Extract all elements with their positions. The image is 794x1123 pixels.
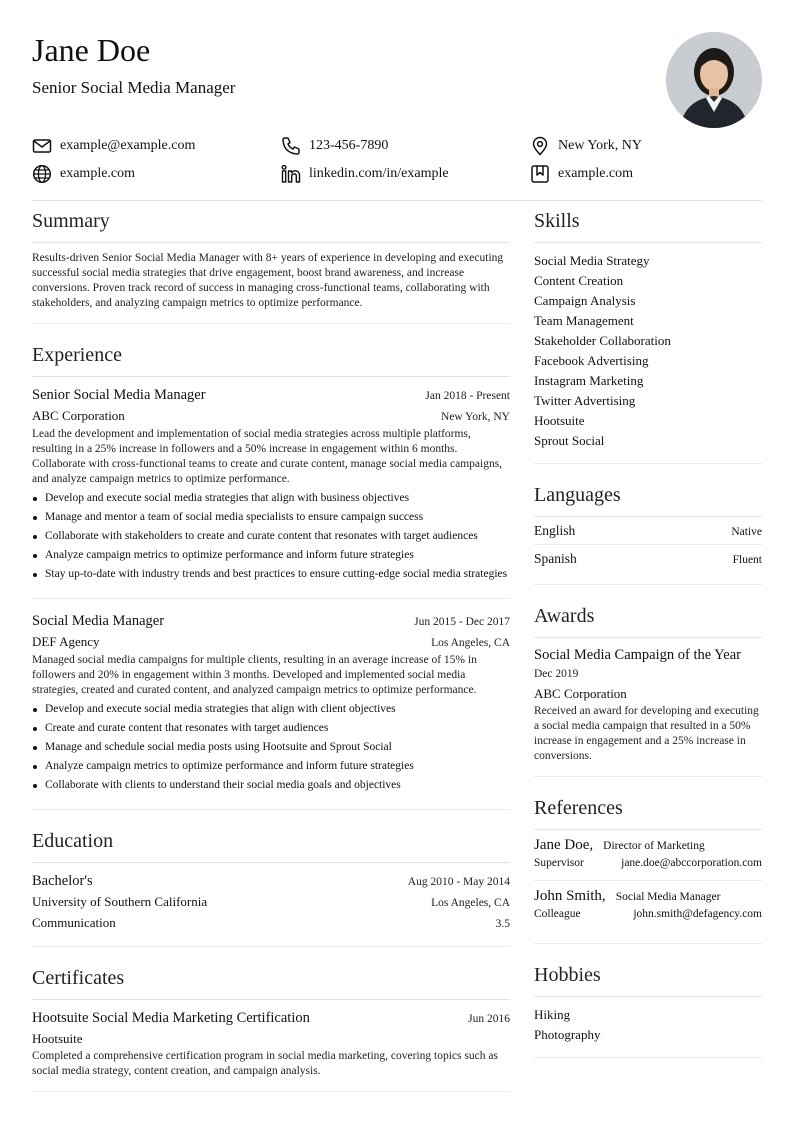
job-dates: Jan 2018 - Present: [425, 390, 510, 402]
summary-section: [32, 204, 510, 324]
candidate-name: Jane Doe: [32, 32, 151, 68]
language-name: English: [534, 523, 576, 538]
side-column: [534, 204, 762, 1072]
hobby-item: Hiking: [534, 1007, 571, 1022]
awards-section: [534, 599, 762, 777]
experience-heading: Experience: [32, 338, 510, 377]
experience-entry: [32, 611, 510, 793]
reference-role: Social Media Manager: [615, 891, 721, 903]
reference-role: Director of Marketing: [603, 840, 705, 852]
education-field: Communication: [32, 915, 116, 930]
experience-entry: [32, 385, 510, 599]
hobbies-heading: Hobbies: [534, 958, 762, 997]
contact-phone[interactable]: [281, 136, 388, 156]
education-dates: Aug 2010 - May 2014: [407, 876, 510, 888]
contact-linkedin-text: linkedin.com/in/example: [309, 166, 449, 181]
references-heading: References: [534, 791, 762, 830]
certificates-heading: Certificates: [32, 961, 510, 1000]
contact-portfolio-text: example.com: [558, 166, 634, 181]
skill-item: Social Media Strategy: [534, 253, 650, 268]
education-gpa: 3.5: [495, 918, 510, 930]
job-title: Senior Social Media Manager: [32, 387, 206, 403]
skill-item: Content Creation: [534, 273, 624, 288]
reference-entry: [534, 881, 762, 931]
certificates-section: [32, 961, 510, 1092]
language-name: Spanish: [534, 551, 577, 566]
summary-heading: Summary: [32, 204, 510, 243]
job-location: Los Angeles, CA: [431, 637, 510, 649]
reference-name: John Smith,: [534, 888, 606, 904]
references-section: [534, 791, 762, 944]
list-item: Collaborate with clients to understand their social media goals and objectives: [32, 778, 510, 793]
awards-heading: Awards: [534, 599, 762, 638]
list-item: Manage and mentor a team of social media specialists to ensure campaign success: [32, 510, 510, 525]
reference-relation: Colleague: [534, 908, 581, 920]
list-item: Analyze campaign metrics to optimize performance and inform future strategies: [32, 759, 510, 774]
reference-email[interactable]: jane.doe@abccorporation.com: [621, 857, 762, 869]
list-item: Collaborate with stakeholders to create and curate content that resonates with target audiences: [32, 529, 510, 544]
contact-website-text: example.com: [60, 166, 136, 181]
skill-item: Instagram Marketing: [534, 373, 644, 388]
job-company: DEF Agency: [32, 634, 100, 649]
contact-portfolio[interactable]: [530, 164, 633, 184]
job-bullets: [32, 491, 510, 582]
education-school: University of Southern California: [32, 894, 208, 909]
header-divider: [32, 200, 762, 201]
skills-heading: Skills: [534, 204, 762, 243]
education-degree: Bachelor's: [32, 873, 93, 889]
job-dates: Jun 2015 - Dec 2017: [414, 616, 510, 628]
contact-website[interactable]: [32, 164, 135, 184]
contact-location-text: New York, NY: [558, 138, 643, 153]
certificate-date: Jun 2016: [468, 1013, 510, 1025]
education-heading: Education: [32, 824, 510, 863]
certificate-name: Hootsuite Social Media Marketing Certification: [32, 1010, 310, 1026]
globe-icon: [32, 164, 52, 184]
list-item: Manage and schedule social media posts using Hootsuite and Sprout Social: [32, 740, 510, 755]
certificate-description: Completed a comprehensive certification program in social media marketing, covering topics such as social media strategy, content creation, and campaign analysis.: [32, 1050, 498, 1077]
phone-icon: [281, 136, 301, 156]
languages-section: [534, 478, 762, 585]
job-title: Social Media Manager: [32, 613, 165, 629]
language-level: Native: [731, 526, 762, 538]
summary-text: Results-driven Senior Social Media Manager with 8+ years of experience in developing and executing successful social media strategies that drive engagement, boost brand awareness, and increase conversions. Proven track record of success in managing cross-functional teams, collaborating with stakeholders, and analyzing campaign metrics to optimize performance.: [32, 252, 504, 309]
contact-phone-text: 123-456-7890: [309, 138, 389, 153]
contact-email[interactable]: [32, 136, 195, 156]
reference-name: Jane Doe,: [534, 837, 594, 853]
reference-relation: Supervisor: [534, 857, 584, 869]
skill-item: Facebook Advertising: [534, 353, 649, 368]
job-location: New York, NY: [440, 411, 510, 423]
list-item: Develop and execute social media strategies that align with client objectives: [32, 702, 510, 717]
education-location: Los Angeles, CA: [431, 897, 510, 909]
award-organization: ABC Corporation: [534, 686, 627, 701]
list-item: Create and curate content that resonates with target audiences: [32, 721, 510, 736]
job-bullets: [32, 702, 510, 793]
location-icon: [530, 136, 550, 156]
award-description: Received an award for developing and executing a social media campaign that resulted in a 50% increase in engagement and a 25% increase in conversions.: [534, 705, 759, 762]
skill-item: Stakeholder Collaboration: [534, 333, 671, 348]
award-date: Dec 2019: [534, 668, 579, 680]
language-row: [534, 545, 762, 572]
education-section: [32, 824, 510, 947]
skill-item: Campaign Analysis: [534, 293, 636, 308]
language-level: Fluent: [732, 554, 762, 566]
candidate-title: Senior Social Media Manager: [32, 78, 236, 97]
job-company: ABC Corporation: [32, 408, 125, 423]
list-item: Develop and execute social media strategies that align with business objectives: [32, 491, 510, 506]
award-title: Social Media Campaign of the Year: [534, 647, 741, 663]
skills-section: [534, 204, 762, 464]
skill-item: Hootsuite: [534, 413, 585, 428]
skill-item: Team Management: [534, 313, 634, 328]
skill-item: Sprout Social: [534, 433, 605, 448]
job-description: Managed social media campaigns for multiple clients, resulting in an average increase of 15% in followers and 20% in engagement within 3 months. Developed and implemented social media strategies, created and curated content, and analyzed campaign metrics to optimize performance.: [32, 654, 477, 696]
hobby-item: Photography: [534, 1027, 601, 1042]
languages-heading: Languages: [534, 478, 762, 517]
main-column: [32, 204, 510, 1106]
hobbies-section: [534, 958, 762, 1058]
contact-location[interactable]: [530, 136, 642, 156]
list-item: Stay up-to-date with industry trends and best practices to ensure cutting-edge social media strategies: [32, 567, 510, 582]
contact-email-text: example@example.com: [60, 138, 196, 153]
reference-email[interactable]: john.smith@defagency.com: [633, 908, 762, 920]
linkedin-icon: [281, 164, 301, 184]
profile-photo: [666, 32, 762, 128]
certificate-issuer: Hootsuite: [32, 1031, 83, 1046]
bookmark-icon: [530, 164, 550, 184]
person-portrait-icon: [666, 32, 762, 128]
contact-linkedin[interactable]: [281, 164, 449, 184]
mail-icon: [32, 136, 52, 156]
skill-item: Twitter Advertising: [534, 393, 636, 408]
experience-section: [32, 338, 510, 810]
list-item: Analyze campaign metrics to optimize performance and inform future strategies: [32, 548, 510, 563]
reference-entry: [534, 830, 762, 881]
language-row: [534, 517, 762, 545]
job-description: Lead the development and implementation of social media strategies across multiple platforms, resulting in a 25% increase in followers and a 50% increase in engagement within 6 months. Collaborate with cross-functional teams to create and curate content, manage social media campaigns, and analyze campaign metrics to optimize performance.: [32, 428, 503, 485]
